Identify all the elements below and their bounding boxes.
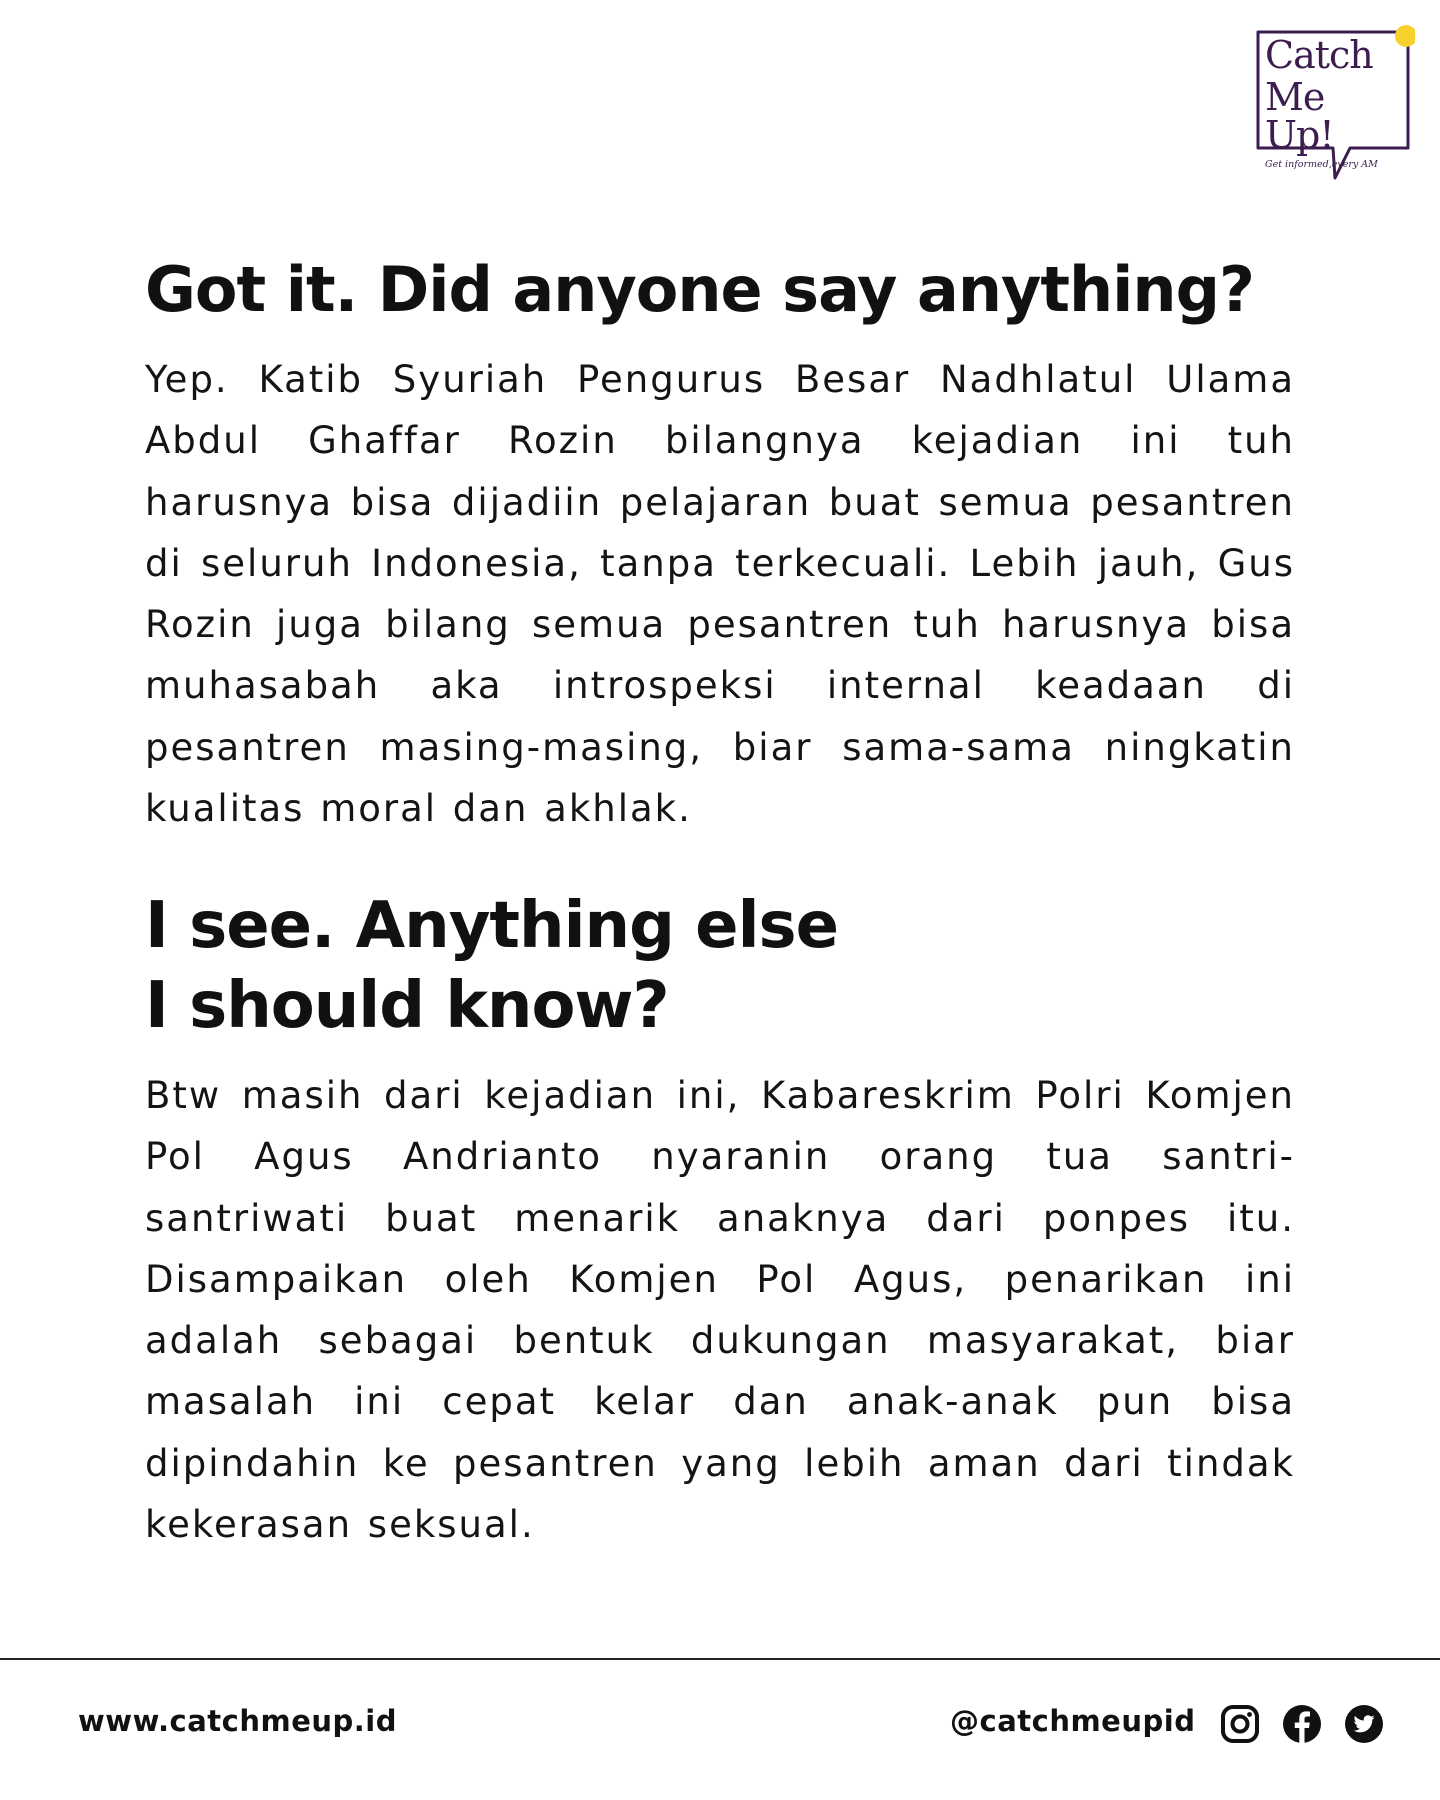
- logo-tagline: Get informed,every AM: [1265, 159, 1378, 170]
- footer-divider: [0, 1658, 1440, 1660]
- section-2-heading-line-2: I should know?: [145, 969, 669, 1043]
- section-2-body: Btw masih dari kejadian ini, Kabareskrim Polri Komjen Pol Agus Andrianto nyaranin orang tua santri-santriwati buat menarik anaknya dari ponpes itu. Disampaikan oleh Komjen Pol Agus, penarikan ini adalah sebagai bentuk dukungan masyarakat, biar masalah ini cepat kelar dan anak-anak pun bisa dipindahin ke pesantren yang lebih aman dari tindak kekerasan seksual.: [145, 1074, 1295, 1547]
- section-2-heading: [145, 886, 1295, 1046]
- section-1-heading: Got it. Did anyone say anything?: [145, 253, 1254, 326]
- footer-social-handle[interactable]: @catchmeupid: [950, 1704, 1196, 1738]
- twitter-icon[interactable]: [1344, 1704, 1384, 1744]
- logo-text-me-up: Me Up!: [1265, 75, 1334, 157]
- footer-website-link[interactable]: www.catchmeup.id: [78, 1704, 397, 1738]
- brand-logo: [1255, 24, 1415, 184]
- logo-text-catch: Catch: [1265, 33, 1373, 77]
- section-2-heading-line-1: I see. Anything else: [145, 889, 838, 963]
- instagram-icon[interactable]: [1220, 1704, 1260, 1744]
- section-1-body: Yep. Katib Syuriah Pengurus Besar Nadhlatul Ulama Abdul Ghaffar Rozin bilangnya kejadian ini tuh harusnya bisa dijadiin pelajaran buat semua pesantren di seluruh Indonesia, tanpa terkecuali. Lebih jauh, Gus Rozin juga bilang semua pesantren tuh harusnya bisa muhasabah aka introspeksi internal keadaan di pesantren masing-masing, biar sama-sama ningkatin kualitas moral dan akhlak.: [145, 358, 1295, 831]
- facebook-icon[interactable]: [1282, 1704, 1322, 1744]
